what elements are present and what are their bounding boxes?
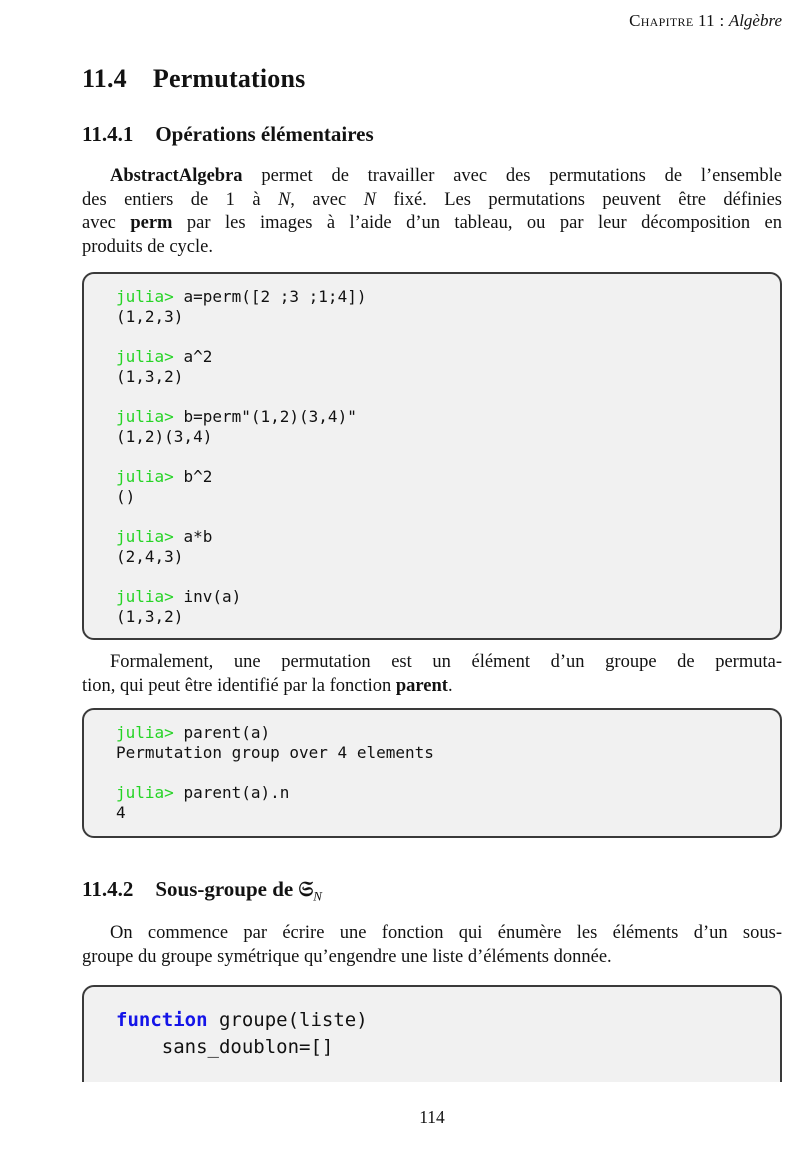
code-line [116,487,768,507]
julia-prompt: julia> [116,467,184,486]
code-text: parent(a) [183,723,271,742]
code-text: a*b [183,527,213,546]
paragraph-line: tion, qui peut être identifié par la fonction parent. [82,675,453,696]
code-text: groupe(liste) [207,1009,368,1031]
code-line [116,587,768,607]
code-text: Permutation group over 4 elements [116,743,434,762]
page-number: 114 [419,1107,445,1127]
paragraph-formalement [82,651,782,698]
chapter-label: Chapitre 11 : [629,11,725,30]
code-line [116,367,768,387]
julia-prompt: julia> [116,783,184,802]
code-line [116,287,768,307]
code-line [116,527,768,547]
code-text: () [116,487,136,506]
code-line [116,1007,768,1034]
code-text: b^2 [183,467,213,486]
code-text: (1,2,3) [116,307,184,326]
code-line [116,307,768,327]
julia-keyword: function [116,1009,208,1031]
code-block-clipped-region [80,985,784,1082]
code-text: a^2 [183,347,213,366]
code-line [116,763,768,783]
code-text: 4 [116,803,126,822]
subsection-title-prefix: Sous-groupe de [155,877,299,901]
code-text: sans_doublon=[] [116,1036,334,1058]
code-line [116,327,768,347]
section-heading [82,64,305,94]
julia-prompt: julia> [116,587,184,606]
julia-prompt: julia> [116,287,184,306]
code-line [116,567,768,587]
julia-prompt: julia> [116,527,184,546]
code-block-repl-parent [82,708,782,838]
paragraph-line: groupe du groupe symétrique qu’engendre une liste d’éléments donnée. [82,946,612,967]
paragraph-sous-groupe [82,922,782,969]
code-text: (2,4,3) [116,547,184,566]
code-block-repl-permutations [82,272,782,640]
group-subscript: N [313,888,322,904]
code-line [116,783,768,803]
section-title: Permutations [152,64,306,93]
subsection-number: 11.4.2 [82,877,134,901]
paragraph-line: Formalement, une permutation est un élément d’un groupe de permuta- [110,652,782,672]
code-text: (1,2)(3,4) [116,427,213,446]
subsection-number: 11.4.1 [82,122,134,146]
subsection-heading-1 [82,122,374,147]
paragraph-line: avec perm par les images à l’aide d’un tableau, ou par leur décomposition en [82,213,783,233]
code-text: (1,3,2) [116,607,184,626]
code-text: inv(a) [183,587,242,606]
code-line [116,507,768,527]
code-line [116,1034,768,1061]
code-line [116,427,768,447]
code-line [116,387,768,407]
code-block-function-groupe [82,985,782,1082]
paragraph-intro [82,165,782,259]
subsection-heading-2 [82,877,322,905]
fraktur-S-symbol: 𝔖 [298,877,314,901]
paragraph-line: des entiers de 1 à N, avec N fixé. Les permutations peuvent être définies [82,189,782,210]
julia-prompt: julia> [116,347,184,366]
section-number: 11.4 [82,64,127,93]
code-text: (1,3,2) [116,367,184,386]
code-text: a=perm([2 ;3 ;1;4]) [183,287,367,306]
paragraph-line: AbstractAlgebra permet de travailler avec des permutations de l’ensemble [110,166,782,186]
code-line [116,803,768,823]
subsection-title: Opérations élémentaires [155,122,374,146]
code-line [116,447,768,467]
code-line [116,467,768,487]
code-line [116,347,768,367]
code-text: b=perm"(1,2)(3,4)" [183,407,357,426]
running-header [629,11,782,31]
julia-prompt: julia> [116,407,184,426]
code-line [116,723,768,743]
code-line [116,407,768,427]
julia-prompt: julia> [116,723,184,742]
code-line [116,743,768,763]
code-line [116,607,768,627]
paragraph-line: produits de cycle. [82,236,213,257]
code-text: parent(a).n [183,783,290,802]
code-line [116,547,768,567]
paragraph-line: On commence par écrire une fonction qui énumère les éléments d’un sous- [110,923,782,943]
chapter-title: Algèbre [728,11,782,30]
